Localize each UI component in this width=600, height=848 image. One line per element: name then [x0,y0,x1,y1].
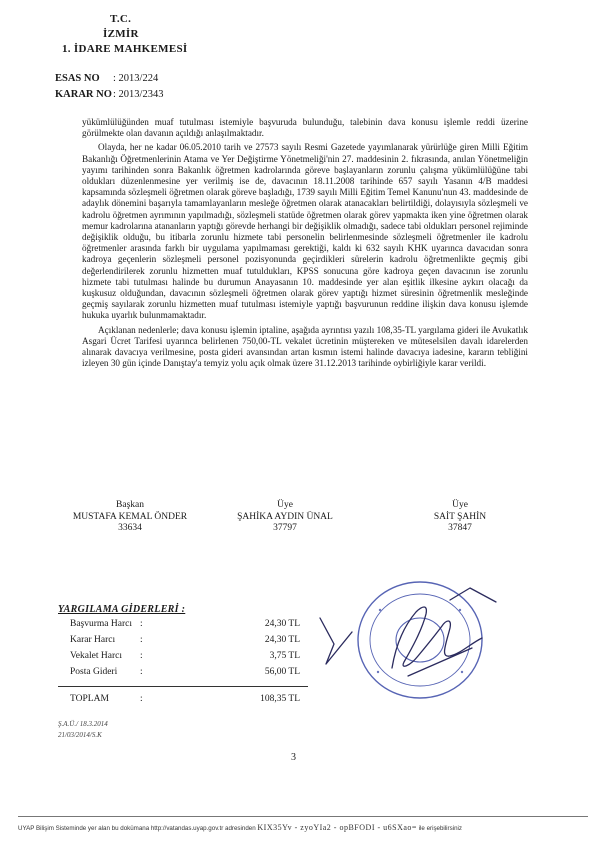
signature-role: Üye [277,500,293,510]
esas-no-label: ESAS NO [55,73,100,84]
cost-label: Posta Gideri [70,667,118,677]
esas-no-value: : 2013/224 [113,73,159,84]
karar-no-label: KARAR NO [55,89,112,100]
signature-role: Başkan [116,500,144,510]
court-seal-stamp [300,548,540,738]
paragraph-3: Açıklanan nedenlerle; dava konusu işlemin iptaline, aşağıda ayrıntısı yazılı 108,35-TL yargılama gideri ile Avukatlık Asgari Ücret Tarifesi uyarınca belirlenen 750,00-TL vekalet ücretinin müştereken ve müteselsilen davalı idarelerden alınarak davacıya verilmesine, posta gideri avansından artan kısmın istemi halinde davacıya iadesine, kararın tebliğini izleyen 30 gün içinde Danıştay'a temyiz yolu açık olmak üzere 31.12.2013 tarihinde oybirliğiyle karar verildi. [82,324,528,369]
signature-name: SAİT ŞAHİN [433,511,487,522]
cost-amount: 56,00 TL [264,667,300,677]
signature-name: MUSTAFA KEMAL ÖNDER [72,511,188,522]
cost-amount: 24,30 TL [264,635,300,645]
cost-row [70,635,300,647]
page-number: 3 [291,752,296,763]
cost-colon: : [140,635,143,645]
cost-row [70,667,300,679]
total-row [70,694,300,706]
signature-member-2 [395,500,525,535]
total-amount: 108,35 TL [260,694,300,704]
signature-role: Üye [452,500,468,510]
court-heading: 1. İDARE MAHKEMESİ [62,43,188,55]
cost-colon: : [140,651,143,661]
signature-id: 37797 [273,523,297,533]
esas-no-row [55,73,159,84]
cost-label: Vekalet Harcı [70,651,122,661]
cost-amount: 24,30 TL [264,619,300,629]
costs-title: YARGILAMA GİDERLERİ : [58,604,186,615]
signature-id: 33634 [118,523,142,533]
cost-colon: : [140,667,143,677]
cost-label: Karar Harcı [70,635,116,645]
signature-member-1 [210,500,360,535]
cost-colon: : [140,619,143,629]
total-colon: : [140,694,143,704]
cost-amount: 3,75 TL [269,651,300,661]
total-divider [58,686,308,687]
note-line-2: 21/03/2014/S.K [58,731,102,739]
footer-verification-code: KIX35Yv - zyoYIa2 - opBFODI - u6SXao= [257,823,417,832]
karar-no-row [55,89,164,100]
note-line-1: Ş.A.Ü./ 18.3.2014 [58,720,108,728]
paragraph-1: yükümlülüğünden muaf tutulması istemiyle başvuruda bulunduğu, talebinin dava konusu işlemle reddi üzerine görülmekte olan davanın açıldığı anlaşılmaktadır. [82,117,528,139]
signature-name: ŞAHİKA AYDIN ÜNAL [237,511,333,522]
signature-id: 37847 [448,523,472,533]
cost-label: Başvurma Harcı [70,619,132,629]
total-label: TOPLAM [70,694,109,704]
karar-no-value: : 2013/2343 [113,89,164,100]
signature-president [55,500,205,535]
footer-divider [18,816,588,817]
cost-row [70,651,300,663]
tc-heading: T.C. [110,13,132,25]
paragraph-2: Olayda, her ne kadar 06.05.2010 tarih ve 27573 sayılı Resmi Gazetede yayımlanarak yürürlüğe giren Milli Eğitim Bakanlığı Öğretmenlerinin Atama ve Yer Değiştirme Yönetmeliği'nin 27. maddesinin 2. fıkrasında, anılan Yönetmeliğin yayımı tarihinden sonra Bakanlık öğretmen kadrolarında göreve başlayanların zorunlu çalışma yükümlülüğüne tabi oldukları düzenlenmesine yer verilmiş ise de, davacının 18.11.2008 tarihinde 657 sayılı Yasanın 4/B maddesi kapsamında sözleşmeli öğretmen olarak göreve başladığı, 1739 sayılı Milli Eğitim Temel Kanunu'nun 43. maddesinde de adaylık dönemini başarıyla tamamlayanların mesleğe öğretmen olarak atanacakları belirtildiği, dolayısıyla sözleşmeli ve kadrolu öğretmen ayrımının yapılmadığı, sözleşmeli statüde öğretmen olarak görev yapmakta iken yine öğretmen olarak memur kadrolarına atananların yaptığı görevde herhangi bir değişiklik olmadığı, sadece tabi oldukları personel rejiminde değişiklik olduğu, bu itibarla zorunlu hizmete tabi personelin belirlenmesinde sözleşmeli öğretmenler ile kadrolu öğretmenler arasında farklı bir uygulama yapılmaması gerektiği, kaldı ki 632 sayılı KHK uyarınca davacıdan sonra kadroya geçenlerin sözleşmeli personel pozisyonunda geçirdikleri sürelerin kadrolu öğretmenlikte geçmiş gibi değerlendirilerek zorunlu hizmetten muaf tutuldukları, KPSS sonucuna göre kadroya geçen davacının ise zorunlu hizmete tabi tutulması halinde bu durumun Anayasanın 10. maddesinde yer alan eşitlik ilkesine aykırı olacağı da kuşkusuz olduğundan, davacının sözleşmeli öğretmen olarak görev yaptığı hizmet süresinin öğretmenlik mesleğinde geçmiş sayılarak zorunlu hizmetten muaf tutulması istemiyle yaptığı başvurunun reddine ilişkin dava konusu işlemde hukuka uyarlık bulunmamaktadır. [82,142,528,321]
cost-row [70,619,300,631]
decision-body [82,117,528,369]
footer-text-after: ile erişebilirsiniz [418,825,462,832]
city-heading: İZMİR [103,28,139,40]
footer-text-before: UYAP Bilişim Sisteminde yer alan bu dokümana http://vatandas.uyap.gov.tr adresinden [18,825,256,832]
uyap-footer [18,823,588,832]
